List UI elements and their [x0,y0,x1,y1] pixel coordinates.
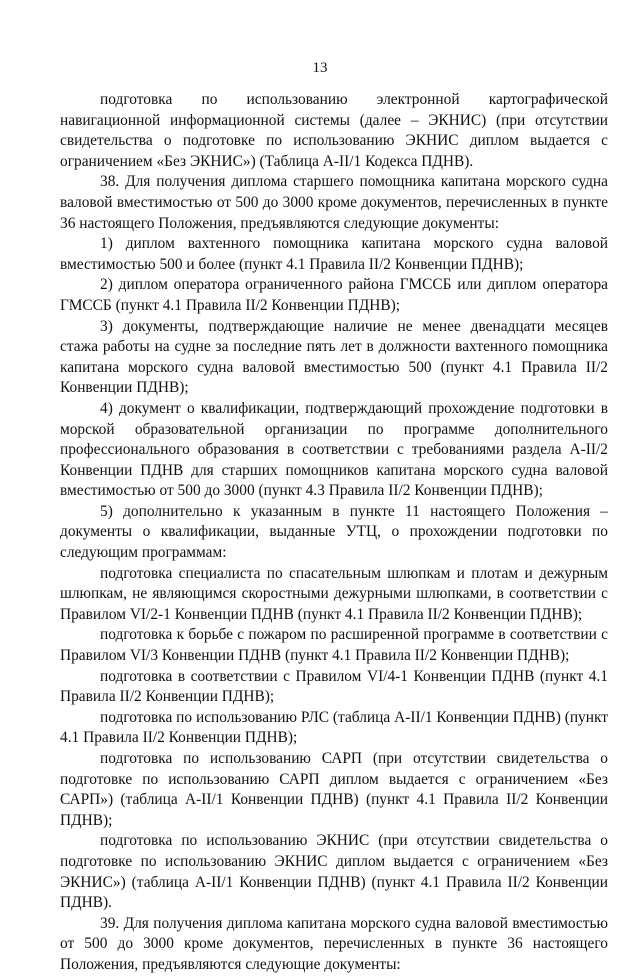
list-item-4: 4) документ о квалификации, подтверждающий прохождение подготовки в морской образовательной организации по программе дополнительного профессионального образования в соответствии с требованиями раздела A-II/2 Конвенции ПДНВ для старших помощников капитана морского судна валовой вместимостью от 500 до 3000 (пункт 4.3 Правила II/2 Конвенции ПДНВ); [60,399,608,500]
list-item-3: 3) документы, подтверждающие наличие не менее двенадцати месяцев стажа работы на судне за последние пять лет в должности вахтенного помощника капитана морского судна валовой вместимостью 500 (пункт 4.1 Правила II/2 Конвенции ПДНВ); [60,317,608,397]
training-arpa: подготовка по использованию САРП (при отсутствии свидетельства о подготовке по использованию САРП диплом выдается с ограничением «Без САРП») (таблица A-II/1 Конвенции ПДНВ) (пункт 4.1 Правила II/2 Конвенции ПДНВ); [60,750,608,829]
paragraph-38-heading: 38. Для получения диплома старшего помощника капитана морского судна валовой вместимостью от 500 до 3000 кроме документов, перечисленных в пункте 36 настоящего Положения, предъявляются следующие документы: [60,173,608,232]
document-body [60,90,608,976]
page-number: 13 [312,60,328,76]
paragraph-ecdis-training: подготовка по использованию электронной картографической навигационной информационной системы (далее – ЭКНИС) (при отсутствии свидетельства о подготовке по использованию ЭКНИС диплом выдается с ограничением «Без ЭКНИС») (Таблица A-II/1 Кодекса ПДНВ). [60,91,608,170]
list-item-5: 5) дополнительно к указанным в пункте 11 настоящего Положения – документы о квалификации, выданные УТЦ, о прохождении подготовки по следующим программам: [60,502,608,562]
training-firefighting: подготовка к борьбе с пожаром по расширенной программе в соответствии с Правилом VI/3 Конвенции ПДНВ (пункт 4.1 Правила II/2 Конвенции ПДНВ); [60,626,608,665]
training-radar: подготовка по использованию РЛС (таблица A-II/1 Конвенции ПДНВ) (пункт 4.1 Правила II/2 Конвенции ПДНВ); [60,708,608,747]
training-vi-4-1: подготовка в соответствии с Правилом VI/4-1 Конвенции ПДНВ (пункт 4.1 Правила II/2 Конвенции ПДНВ); [60,667,608,706]
list-item-2: 2) диплом оператора ограниченного района ГМССБ или диплом оператора ГМССБ (пункт 4.1 Правила II/2 Конвенции ПДНВ); [60,276,608,314]
paragraph-39-heading: 39. Для получения диплома капитана морского судна валовой вместимостью от 500 до 3000 кроме документов, перечисленных в пункте 36 настоящего Положения, предъявляются следующие документы: [60,914,608,973]
list-item-1: 1) диплом вахтенного помощника капитана морского судна валовой вместимостью 500 и более (пункт 4.1 Правила II/2 Конвенции ПДНВ); [60,235,608,273]
training-lifeboats: подготовка специалиста по спасательным шлюпкам и плотам и дежурным шлюпкам, не являющимся скоростными дежурными шлюпками, в соответствии с Правилом VI/2-1 Конвенции ПДНВ (пункт 4.1 Правила II/2 Конвенции ПДНВ); [60,564,608,623]
training-ecdis: подготовка по использованию ЭКНИС (при отсутствии свидетельства о подготовке по использованию ЭКНИС диплом выдается с ограничением «Без ЭКНИС») (таблица A-II/1 Конвенции ПДНВ) (пункт 4.1 Правила II/2 Конвенции ПДНВ). [60,832,608,912]
